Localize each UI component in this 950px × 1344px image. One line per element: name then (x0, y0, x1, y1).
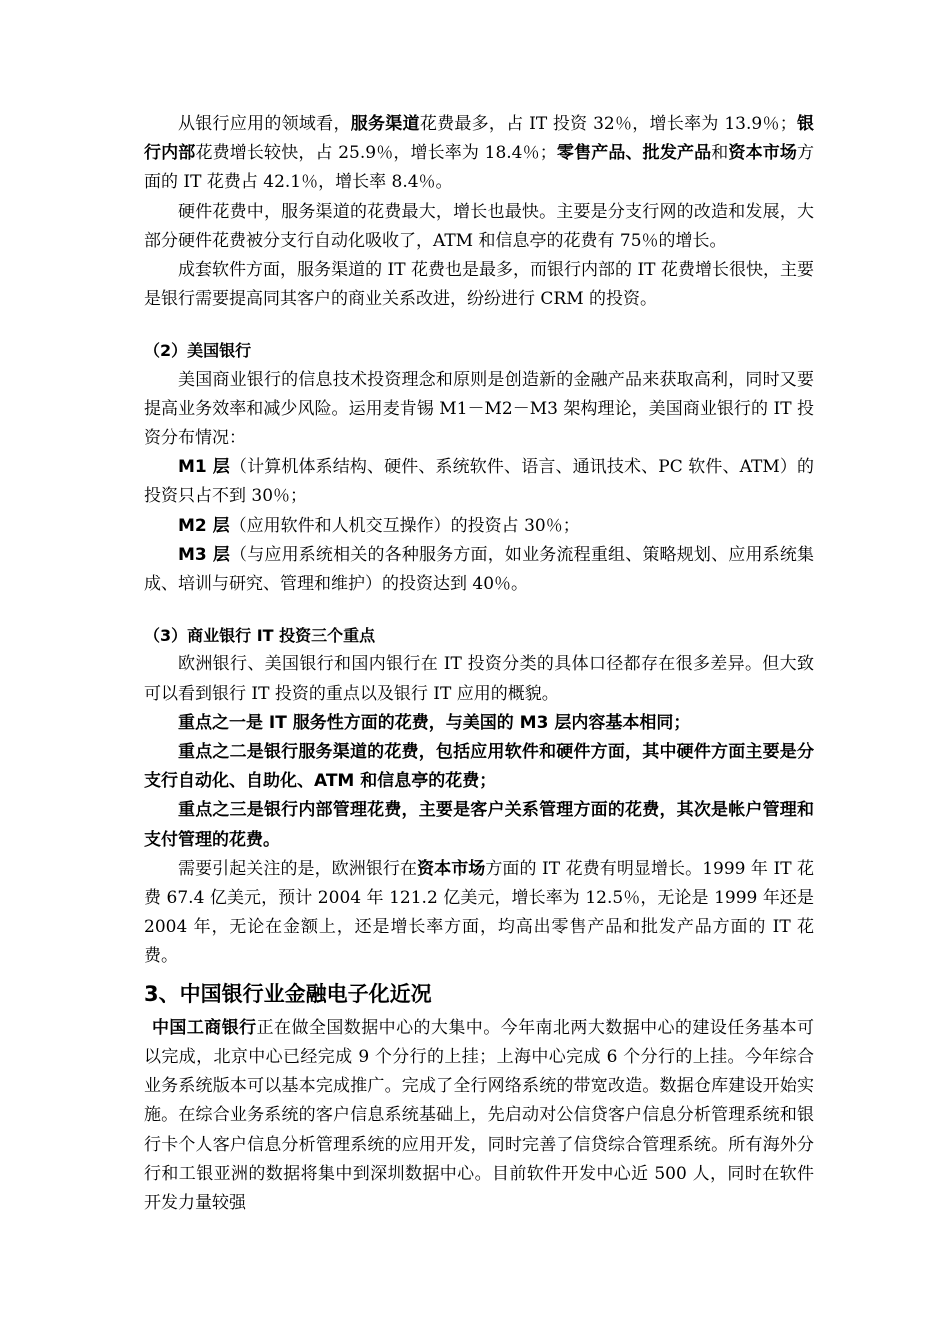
paragraph-focus-one: 重点之一是 IT 服务性方面的花费，与美国的 M3 层内容基本相同； (178, 712, 691, 733)
paragraph-m1-layer (144, 453, 814, 511)
text-run: 和 (711, 143, 729, 164)
m3-label: M3 层 (178, 544, 231, 565)
m2-label: M2 层 (178, 515, 230, 536)
paragraph-software-spending: 成套软件方面，服务渠道的 IT 花费也是最多，而银行内部的 IT 花费增长很快，主要是银行需要提高同其客户的商业关系改进，纷纷进行 CRM 的投资。 (144, 260, 814, 310)
paragraph-capital-markets (144, 855, 814, 972)
m2-text: （应用软件和人机交互操作）的投资占 30％； (229, 515, 580, 536)
m3-text: （与应用系统相关的各种服务方面，如业务流程重组、策略规划、应用系统集成、培训与研究、管理和维护）的投资达到 40％。 (144, 544, 814, 595)
section-heading-three-focuses: （3）商业银行 IT 投资三个重点 (144, 626, 376, 646)
text-run: 方面的 IT 花费有明显增长。1999 年 IT 花费 67.4 亿美元，预计 2004 年 121.2 亿美元，增长率为 12.5％，无论是 1999 年还是 2004 年，无论在金额上，还是增长率方面，均高出零售产品和批发产品方面的 IT 花费。 (144, 858, 815, 967)
m1-label: M1 层 (178, 457, 230, 478)
text-run: 花费增长较快，占 25.9％，增长率为 18.4％； (195, 143, 557, 164)
paragraph-focus-three: 重点之三是银行内部管理花费，主要是客户关系管理方面的花费，其次是帐户管理和支付管理的花费。 (144, 800, 814, 850)
paragraph-three-focuses-intro: 欧洲银行、美国银行和国内银行在 IT 投资分类的具体口径都存在很多差异。但大致可以看到银行 IT 投资的重点以及银行 IT 应用的概貌。 (144, 654, 814, 704)
bold-term-capital-markets: 资本市场 (417, 858, 486, 879)
paragraph-icbc (144, 1014, 814, 1218)
bold-term-bank-internal: 银行内部 (144, 114, 815, 164)
bold-term-capital-markets: 资本市场 (728, 143, 798, 164)
text-run: 花费最多，占 IT 投资 32％，增长率为 13.9％； (419, 114, 797, 134)
text-run: 从银行应用的领域看， (178, 114, 351, 134)
paragraph-hardware-spending: 硬件花费中，服务渠道的花费最大，增长也最快。主要是分支行网的改造和发展，大部分硬件花费被分支行自动化吸收了，ATM 和信息亭的花费有 75％的增长。 (144, 201, 814, 251)
chapter-heading-china-banking: 3、中国银行业金融电子化近况 (144, 981, 432, 1006)
paragraph-m3-layer (144, 541, 814, 599)
bold-term-icbc: 中国工商银行 (152, 1017, 257, 1038)
bold-term-service-channels: 服务渠道 (350, 114, 420, 134)
section-heading-us-banks: （2）美国银行 (144, 341, 252, 361)
paragraph-focus-two: 重点之二是银行服务渠道的花费，包括应用软件和硬件方面，其中硬件方面主要是分支行自动化、自助化、ATM 和信息亭的花费； (144, 742, 814, 792)
text-run: 需要引起关注的是，欧洲银行在 (178, 858, 418, 879)
paragraph-us-banks-intro: 美国商业银行的信息技术投资理念和原则是创造新的金融产品来获取高利，同时又要提高业务效率和减少风险。运用麦肯锡 M1－M2－M3 架构理论，美国商业银行的 IT 投资分布情况： (144, 369, 814, 449)
paragraph-application-domains (144, 110, 814, 198)
paragraph-m2-layer (144, 512, 814, 541)
icbc-text: 正在做全国数据中心的大集中。今年南北两大数据中心的建设任务基本可以完成，北京中心已经完成 9 个分行的上挂；上海中心完成 6 个分行的上挂。今年综合业务系统版本可以基本完成推广。完成了全行网络系统的带宽改造。数据仓库建设开始实施。在综合业务系统的客户信息系统基础上，先启动对公信贷客户信息分析管理系统和银行卡个人客户信息分析管理系统的应用开发，同时完善了信贷综合管理系统。所有海外分行和工银亚洲的数据将集中到深圳数据中心。目前软件开发中心近 500 人，同时在软件开发力量较强 (144, 1017, 815, 1213)
text-run: 方面的 IT 花费占 42.1％，增长率 8.4％。 (144, 143, 815, 193)
document-body (144, 110, 814, 1218)
m1-text: （计算机体系结构、硬件、系统软件、语言、通讯技术、PC 软件、ATM）的投资只占不到 30％； (144, 457, 814, 507)
bold-term-retail-wholesale: 零售产品、批发产品 (556, 143, 712, 164)
